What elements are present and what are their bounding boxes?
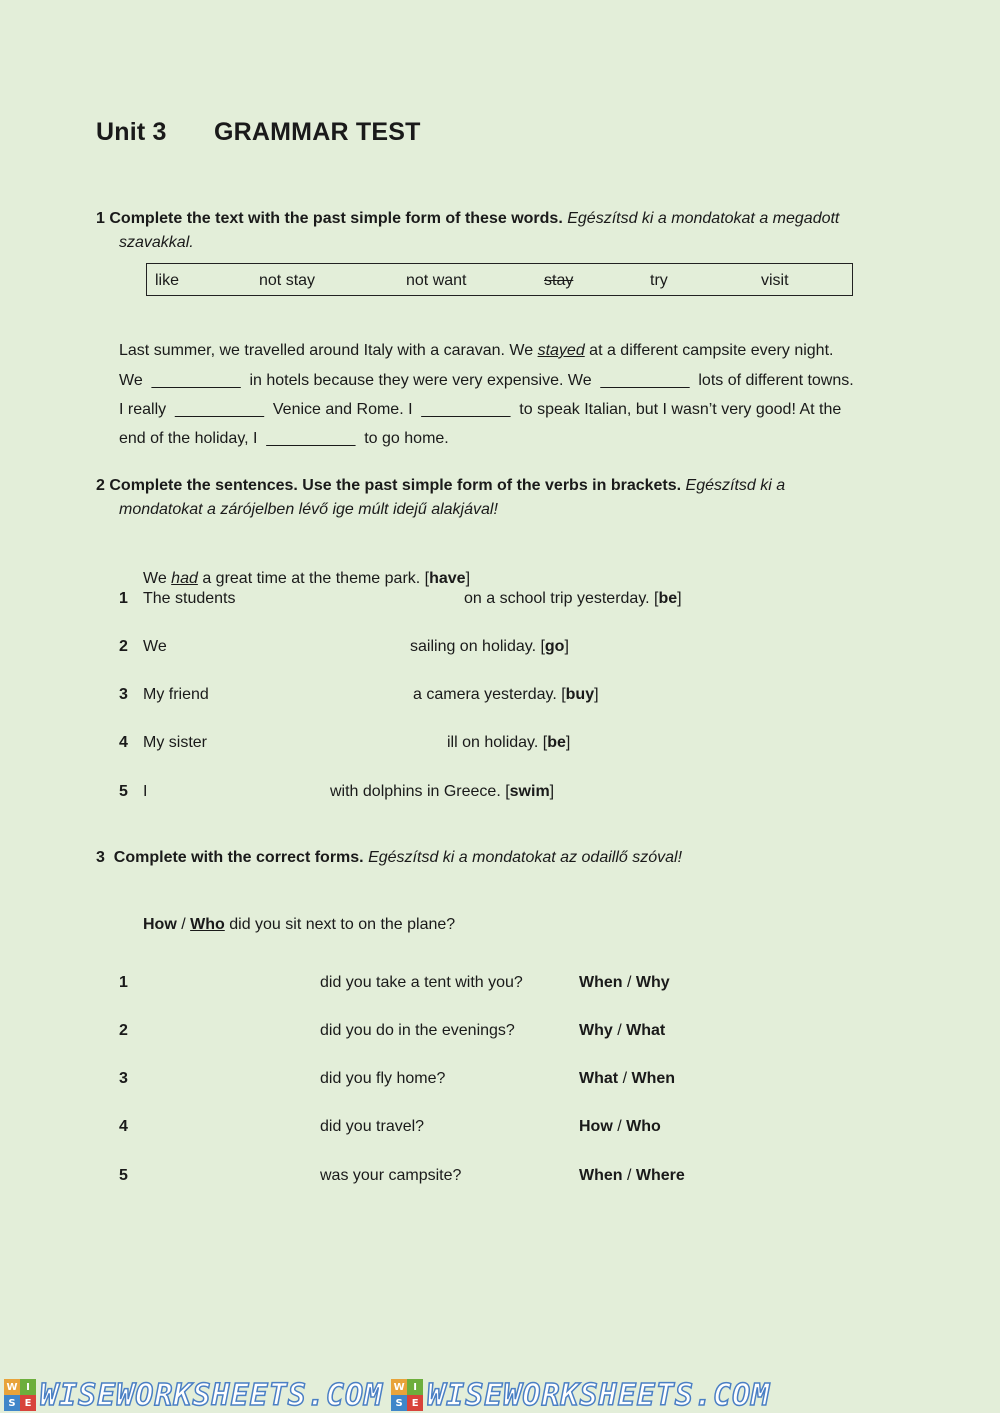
ex1-line-2: We __________ in hotels because they were very expensive. We __________ lots of different towns. [119,372,854,389]
ex2-item-4-number: 4 [119,734,128,751]
ex1-blank-4[interactable]: __________ [421,401,511,418]
ex2-instruction-italic-2: mondatokat a zárójelben lévő ige múlt idejű alakjával! [119,501,498,518]
ex1-example-answer: stayed [537,342,585,359]
ex1-blank-5[interactable]: __________ [266,430,356,447]
ex2-example-answer: had [171,570,198,587]
ex3-item-1-options[interactable]: When / Why [579,974,670,991]
ex2-number: 2 [96,477,105,494]
brand-logo-icon: W I S E [4,1379,36,1411]
ex3-item-1-number: 1 [119,974,128,991]
word-stay-used: stay [544,272,574,289]
ex2-instruction-bold: Complete the sentences. Use the past simple form of the verbs in brackets. [109,477,682,494]
word-not-want: not want [406,272,467,289]
ex2-item-3-number: 3 [119,686,128,703]
ex1-line-4: end of the holiday, I __________ to go home. [119,430,449,447]
ex3-example-answer: Who [190,916,225,933]
ex3-example-option-1: How [143,916,177,933]
ex2-item-5-number: 5 [119,783,128,800]
ex1-line-3: I really __________ Venice and Rome. I __________ to speak Italian, but I wasn’t very good! At the [119,401,842,418]
ex3-item-3-text: did you fly home? [320,1070,446,1087]
ex3-item-2-options[interactable]: Why / What [579,1022,666,1039]
ex3-item-5-options[interactable]: When / Where [579,1167,685,1184]
ex3-number: 3 [96,849,105,866]
ex1-line-1: Last summer, we travelled around Italy with a caravan. We stayed at a different campsite every night. [119,342,834,359]
ex3-instruction-italic: Egészítsd ki a mondatokat az odaillő szóval! [368,849,683,866]
ex2-item-3-start: My friend [143,686,209,703]
ex1-blank-1[interactable]: __________ [151,372,241,389]
ex2-example: We had a great time at the theme park. [have] [143,570,471,587]
ex3-item-3-number: 3 [119,1070,128,1087]
ex2-item-2-number: 2 [119,638,128,655]
ex3-item-5-number: 5 [119,1167,128,1184]
ex2-instruction-italic: Egészítsd ki a [685,477,786,494]
word-box [146,263,853,296]
ex3-item-4-number: 4 [119,1118,128,1135]
brand-logo-icon: W I S E [391,1379,423,1411]
word-not-stay: not stay [259,272,316,289]
ex3-item-4-text: did you travel? [320,1118,425,1135]
ex3-instruction [96,846,682,870]
ex1-blank-3[interactable]: __________ [175,401,264,418]
ex2-instruction [96,474,785,498]
ex2-item-5-start: I [143,783,148,800]
ex2-item-1-start: The students [143,590,236,607]
ex2-item-1-number: 1 [119,590,128,607]
footer-watermark [0,1377,1000,1413]
ex2-item-4-end: ill on holiday. [be] [447,734,571,751]
ex3-item-2-text: did you do in the evenings? [320,1022,515,1039]
ex2-item-1-end: on a school trip yesterday. [be] [464,590,682,607]
brand-text: WISEWORKSHEETS.COM [427,1377,771,1413]
word-visit: visit [761,272,789,289]
page-title: GRAMMAR TEST [214,118,421,146]
ex3-item-2-number: 2 [119,1022,128,1039]
ex3-instruction-bold: Complete with the correct forms. [113,849,364,866]
brand-text: WISEWORKSHEETS.COM [40,1377,384,1413]
ex1-number: 1 [96,210,105,227]
ex1-instruction-italic: Egészítsd ki a mondatokat a megadott [567,210,840,227]
ex2-item-2-start: We [143,638,167,655]
unit-label: Unit 3 [96,118,167,146]
ex1-instruction-italic-2: szavakkal. [119,234,194,251]
ex1-blank-2[interactable]: __________ [600,372,690,389]
ex3-item-3-options[interactable]: What / When [579,1070,676,1087]
ex2-item-3-end: a camera yesterday. [buy] [413,686,599,703]
word-try: try [650,272,668,289]
ex3-item-4-options[interactable]: How / Who [579,1118,661,1135]
ex2-item-2-end: sailing on holiday. [go] [410,638,569,655]
word-like: like [155,272,180,289]
ex3-item-5-text: was your campsite? [320,1167,462,1184]
ex1-instruction [96,207,839,231]
ex1-instruction-bold: Complete the text with the past simple form of these words. [109,210,563,227]
ex3-example: How / Who did you sit next to on the plane? [143,916,456,933]
ex2-item-4-start: My sister [143,734,207,751]
ex3-item-1-text: did you take a tent with you? [320,974,523,991]
ex2-item-5-end: with dolphins in Greece. [swim] [330,783,555,800]
